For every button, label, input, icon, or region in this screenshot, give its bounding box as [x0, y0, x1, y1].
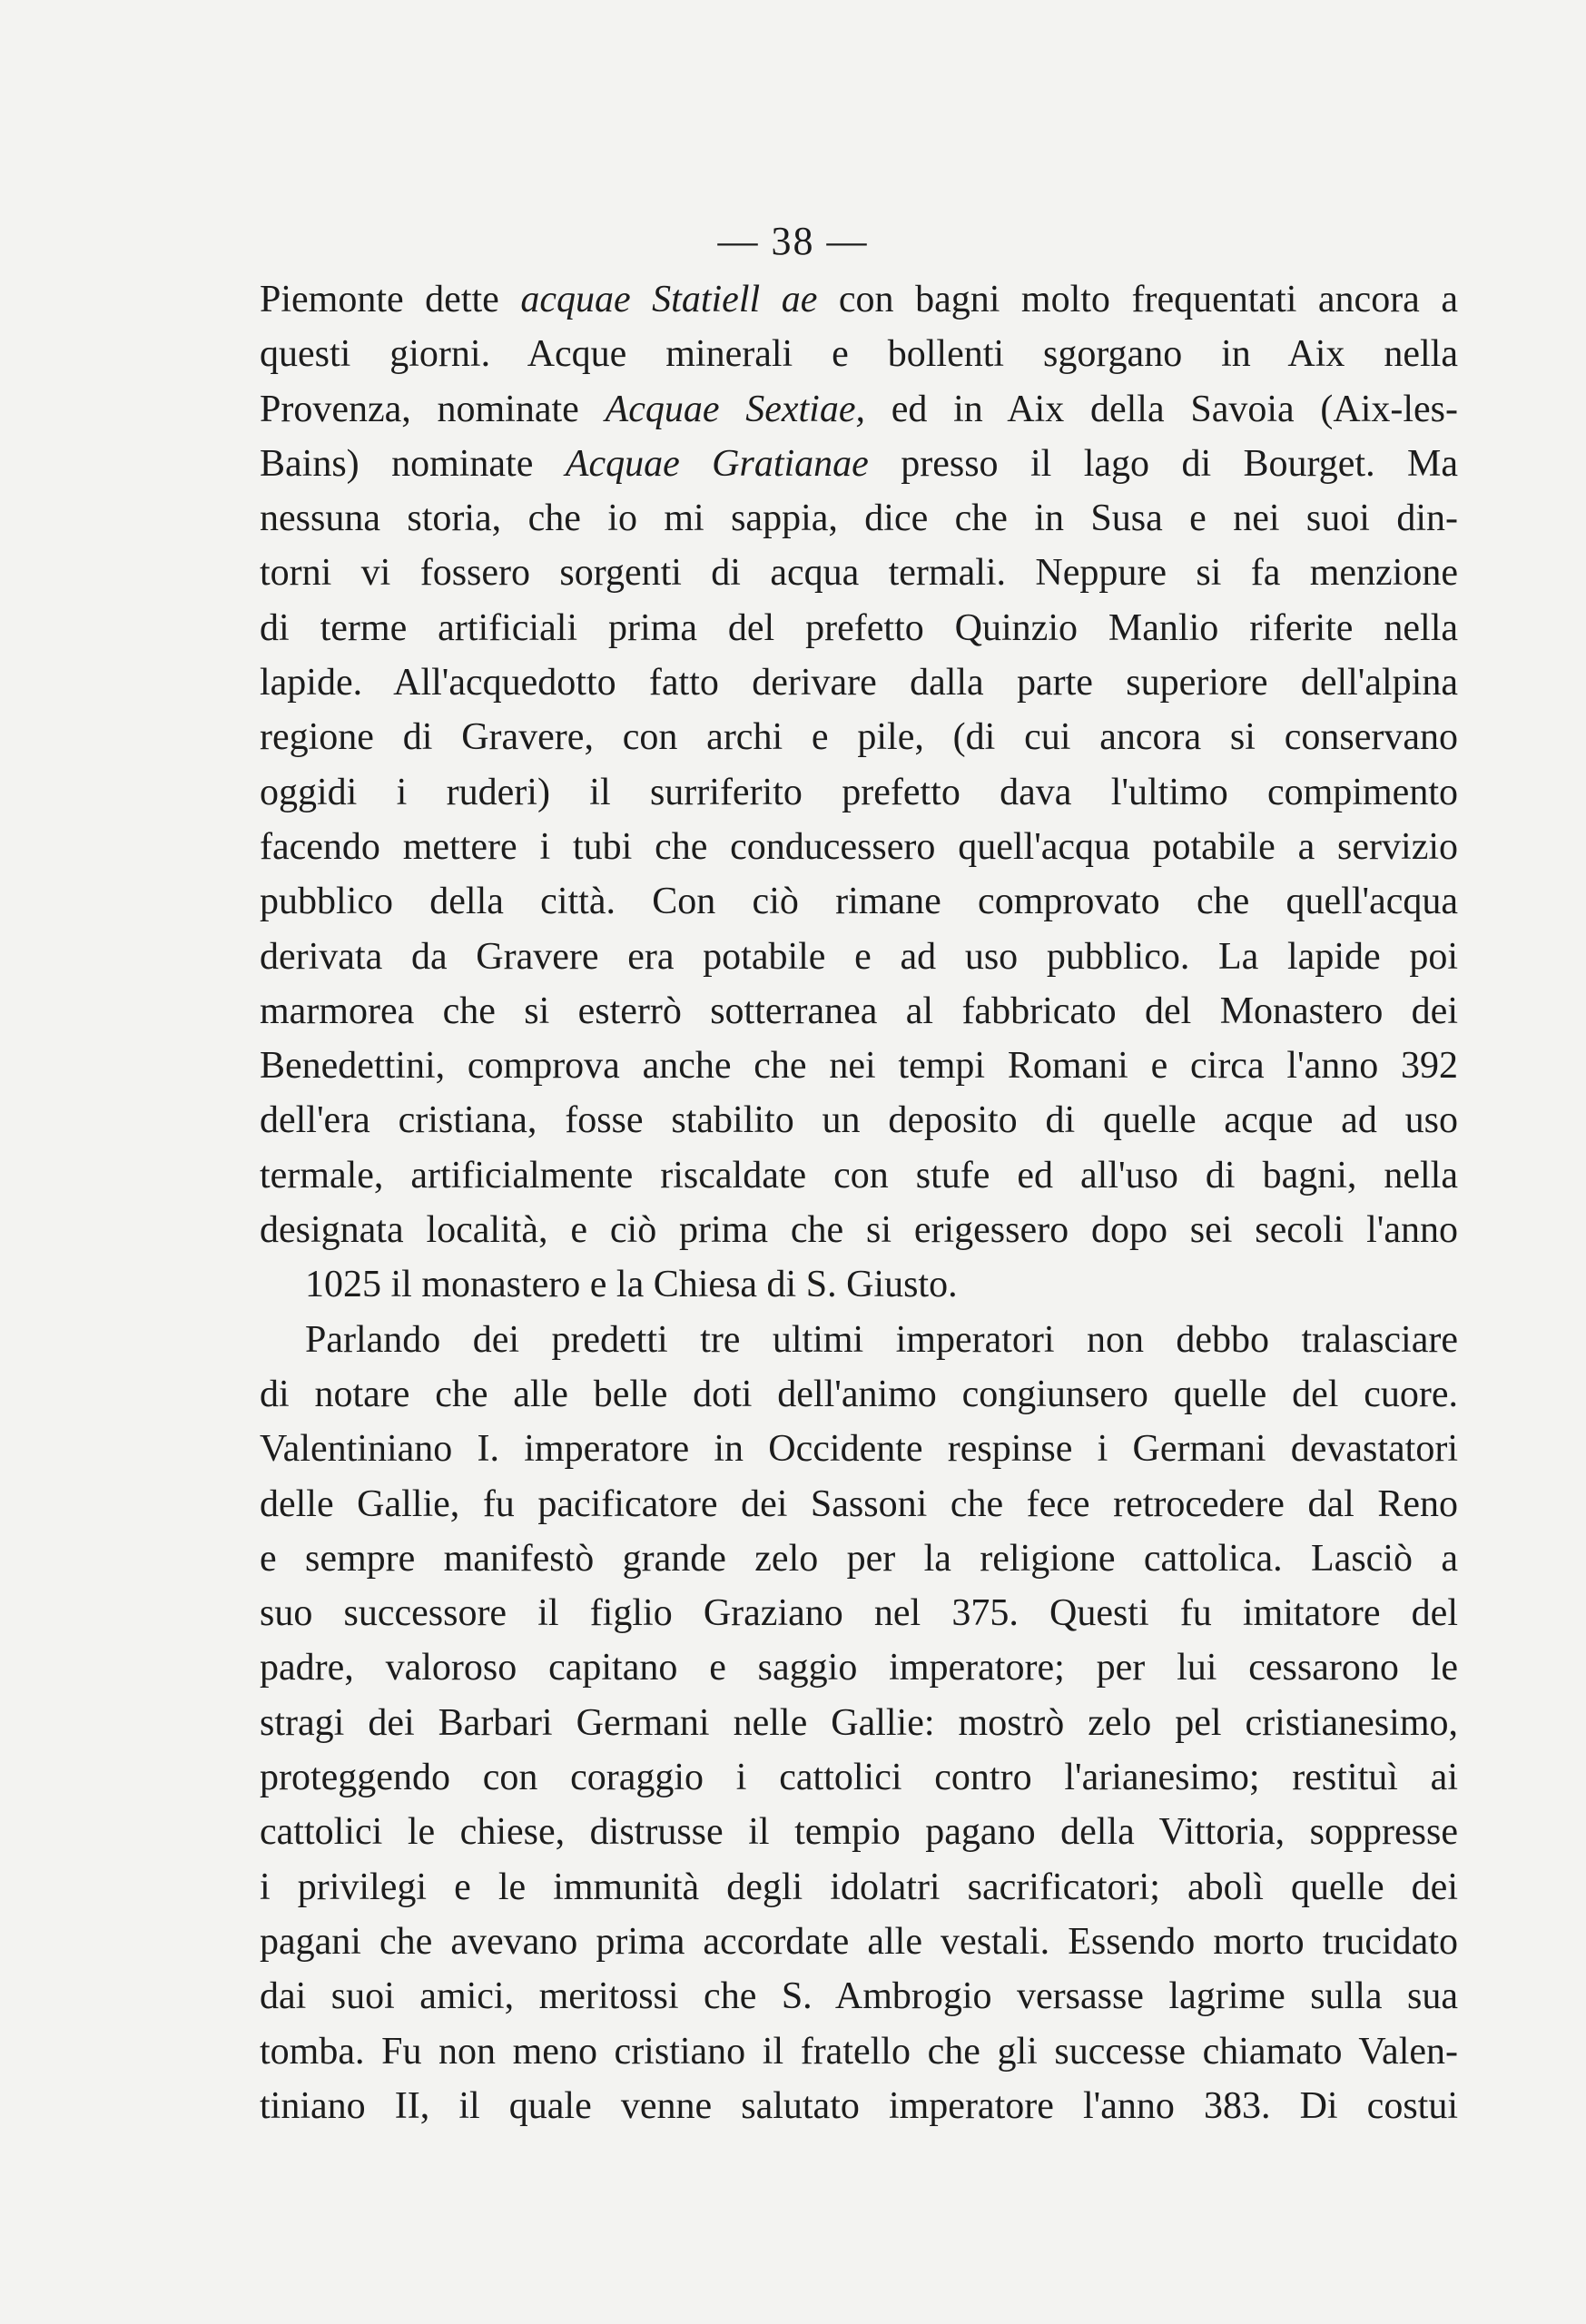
text-line: tomba. Fu non meno cristiano il fratello che gli successe chiamato Valen- [260, 2030, 1458, 2073]
text-line: questi giorni. Acque minerali e bollenti sgorgano in Aix nella [260, 333, 1458, 376]
text-line [260, 437, 1458, 491]
text-line: delle Gallie, fu pacificatore dei Sassoni che fece retrocedere dal Reno [260, 1482, 1458, 1525]
text-line: tiniano II, il quale venne salutato imperatore l'anno 383. Di costui [260, 2084, 1458, 2127]
text-line: cattolici le chiese, distrusse il tempio pagano della Vittoria, soppresse [260, 1811, 1458, 1854]
text-line: proteggendo con coraggio i cattolici contro l'arianesimo; restituì ai [260, 1757, 1458, 1799]
text-line: pubblico della città. Con ciò rimane comprovato che quell'acqua [260, 881, 1458, 923]
italic-run: Acquae Gratianae [565, 442, 869, 485]
text-line: designata località, e ciò prima che si erigessero dopo sei secoli l'anno [260, 1209, 1458, 1252]
text-line: padre, valoroso capitano e saggio imperatore; per lui cessarono le [260, 1647, 1458, 1689]
paragraph [260, 272, 1458, 1313]
text-line: i privilegi e le immunità degli idolatri sacrificatori; abolì quelle dei [260, 1866, 1458, 1908]
text-run: Piemonte dette [260, 279, 521, 320]
text-line: dell'era cristiana, fosse stabilito un deposito di quelle acque ad uso [260, 1099, 1458, 1142]
text-line: oggidi i ruderi) il surriferito prefetto dava l'ultimo compimento [260, 771, 1458, 813]
text-run: presso il lago di Bourget. Ma [868, 442, 1458, 485]
text-line: regione di Gravere, con archi e pile, (di cui ancora si conservano [260, 716, 1458, 759]
text-line: termale, artificialmente riscaldate con stufe ed all'uso di bagni, nella [260, 1154, 1458, 1196]
text-line: stragi dei Barbari Germani nelle Gallie: mostrò zelo pel cristianesimo, [260, 1701, 1458, 1744]
body-text [260, 272, 1458, 2133]
text-line: Valentiniano I. imperatore in Occidente respinse i Germani devastatori [260, 1428, 1458, 1471]
text-line: lapide. All'acquedotto fatto derivare dalla parte superiore dell'alpina [260, 662, 1458, 704]
text-line: di terme artificiali prima del prefetto Quinzio Manlio riferite nella [260, 606, 1458, 649]
text-line [260, 382, 1458, 437]
page-number: — 38 — [717, 219, 869, 263]
text-line: 1025 il monastero e la Chiesa di S. Giusto. [305, 1264, 958, 1306]
text-line: Benedettini, comprova anche che nei tempi Romani e circa l'anno 392 [260, 1045, 1458, 1088]
text-line: facendo mettere i tubi che conducessero quell'acqua potabile a servizio [260, 825, 1458, 868]
text-run: Provenza, nominate [260, 388, 606, 430]
text-line: derivata da Gravere era potabile e ad uso pubblico. La lapide poi [260, 935, 1458, 978]
text-line: nessuna storia, che io mi sappia, dice che in Susa e nei suoi din- [260, 497, 1458, 540]
text-line: e sempre manifestò grande zelo per la religione cattolica. Lasciò a [260, 1537, 1458, 1580]
text-line: torni vi fossero sorgenti di acqua termali. Neppure si fa menzione [260, 552, 1458, 595]
text-line: Parlando dei predetti tre ultimi imperatori non debbo tralasciare [305, 1318, 1458, 1361]
text-line: di notare che alle belle doti dell'animo congiunsero quelle del cuore. [260, 1373, 1458, 1415]
italic-run: Acquae Sextiae, [605, 388, 865, 430]
text-run: ed in Aix della Savoia (Aix-les- [865, 388, 1458, 430]
paragraph [260, 1313, 1458, 2133]
text-line: dai suoi amici, meritossi che S. Ambrogio versasse lagrime sulla sua [260, 1975, 1458, 2018]
text-line: suo successore il figlio Graziano nel 375. Questi fu imitatore del [260, 1592, 1458, 1635]
text-line [260, 272, 1458, 327]
text-run: con bagni molto frequentati ancora a [817, 279, 1458, 320]
text-run: Bains) nominate [260, 442, 566, 485]
text-line: pagani che avevano prima accordate alle vestali. Essendo morto trucidato [260, 1920, 1458, 1963]
italic-run: acquae Statiell ae [520, 279, 818, 320]
text-line: marmorea che si esterrò sotterranea al fabbricato del Monastero dei [260, 990, 1458, 1032]
